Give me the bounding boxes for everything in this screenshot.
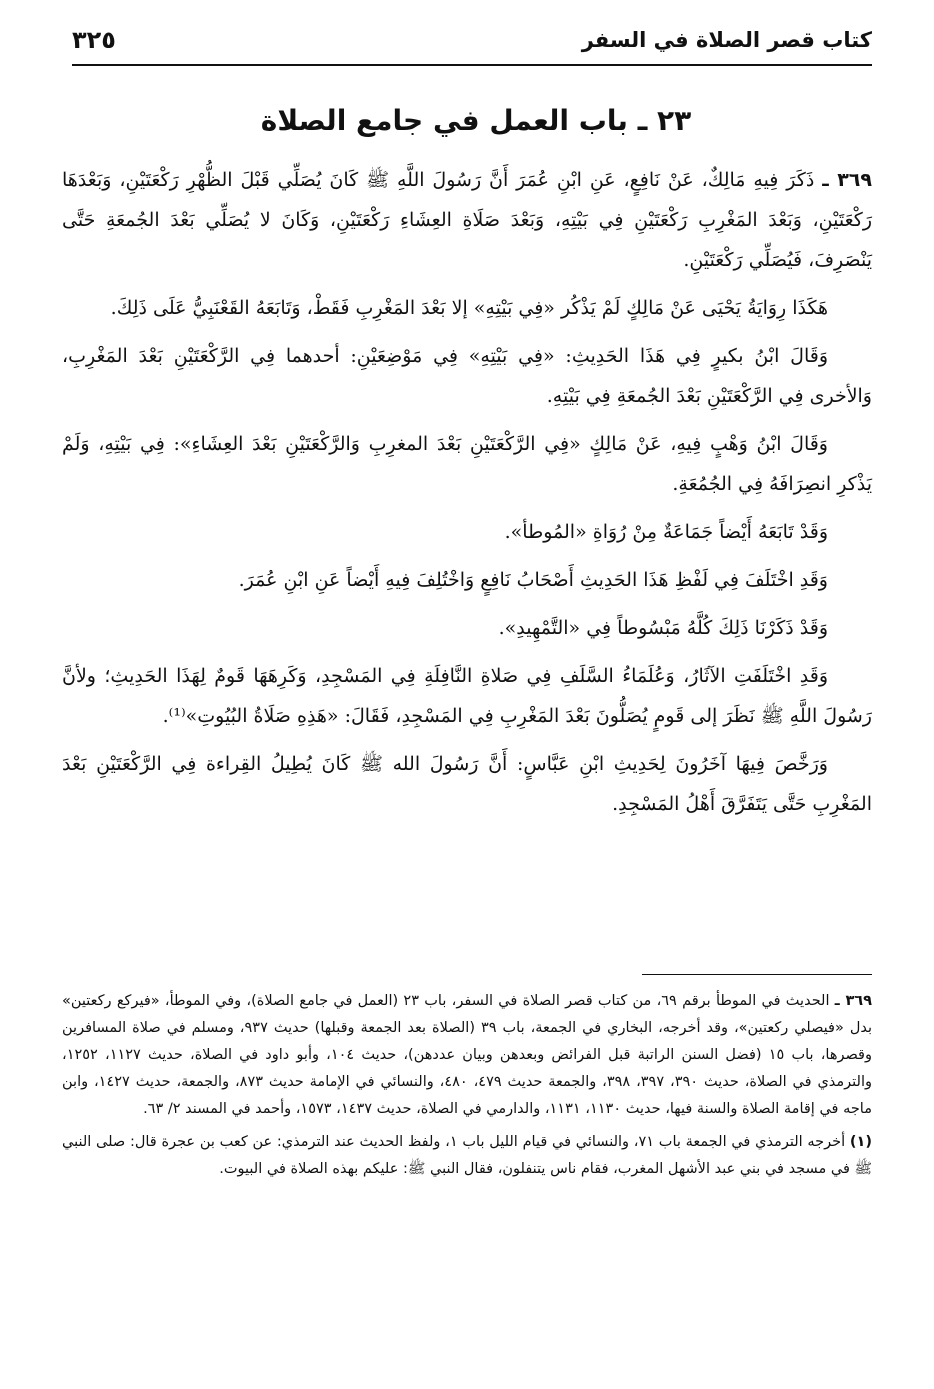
paragraph-text: ذَكَرَ فِيهِ مَالِكٌ، عَنْ نَافِعٍ، عَنِ ابْنِ عُمَرَ أَنَّ رَسُولَ اللَّهِ ﷺ كَانَ يُصَلِّي قَبْلَ الظُّهْرِ رَكْعَتَيْنِ، وَبَعْدَهَا رَكْعَتَيْنِ، وَبَعْدَ المَغْرِبِ رَكْعَتَيْنِ فِي بَيْتِهِ، وَبَعْدَ صَلَاةِ العِشَاءِ رَكْعَتَيْنِ، وَكَانَ لا يُصَلِّي بَعْدَ الجُمعَةِ حَتَّى يَنْصَرِفَ، فَيُصَلِّي رَكْعَتَيْنِ. (62, 169, 872, 271)
footnote (62, 988, 872, 1123)
commentary-paragraph: هَكَذَا رِوَايَةُ يَحْيَى عَنْ مَالِكٍ لَمْ يَذْكُر «فِي بَيْتِهِ» إلا بَعْدَ المَغْرِبِ فَقَطْ، وَتَابَعَهُ القَعْنَبِيُّ عَلَى ذَلِكَ. (110, 297, 828, 319)
footnote-label: (١) (849, 1134, 873, 1150)
hadith-paragraph (62, 160, 872, 280)
commentary-paragraph: وَقَدْ ذَكَرْنَا ذَلِكَ كُلَّهُ مَبْسُوطاً فِي «التَّمْهِيدِ». (498, 617, 828, 639)
footnote-text: الحديث في الموطأ برقم ٦٩، من كتاب قصر الصلاة في السفر، باب ٢٣ (العمل في جامع الصلاة)، وفي الموطأ، «فيركع ركعتين» بدل «فيصلي ركعتين»، وقد أخرجه، البخاري في الجمعة، باب ٣٩ (الصلاة بعد الجمعة وقبلها) حديث ٩٣٧، ومسلم في صلاة المسافرين وقصرها، باب ١٥ (فضل السنن الراتبة قبل الفرائض وبعدهن وبيان عددهن)، حديث ١٠٤، وأبو داود في الصلاة، حديث ١١٢٧، ١٢٥٢، والترمذي في الصلاة، حديث ٣٩٠، ٣٩٧، ٣٩٨، والجمعة حديث ٤٧٩، ٤٨٠، والنسائي في الإمامة حديث ٨٧٣، والجمعة، حديث ١٤٢٧، وابن ماجه في إقامة الصلاة والسنة فيها، حديث ١١٣٠، ١١٣١، والدارمي في الصلاة، حديث ١٤٣٧، ١٥٧٣، وأحمد في المسند ٢/ ٦٣. (62, 993, 872, 1117)
running-header (72, 26, 872, 66)
running-header-title: كتاب قصر الصلاة في السفر (581, 28, 872, 52)
chapter-title: ٢٣ ـ باب العمل في جامع الصلاة (260, 104, 692, 137)
commentary-paragraph: وَقَدِ اخْتَلَفَ فِي لَفْظِ هَذَا الحَدِيثِ أَصْحَابُ نَافِعٍ وَاخْتُلِفَ فِيهِ أَيْضاً عَنِ ابْنِ عُمَرَ. (238, 569, 828, 591)
footnote-separator (642, 974, 872, 975)
commentary-paragraph: وَقَدِ اخْتَلَفَتِ الآثَارُ، وَعُلَمَاءُ السَّلَفِ فِي صَلاةِ النَّافِلَةِ فِي المَسْجِدِ، وَكَرِهَهَا قَومٌ لِهَذَا الحَدِيثِ؛ ولأنَّ رَسُولَ اللَّهِ ﷺ نَظَرَ إلى قَومٍ يُصَلُّونَ بَعْدَ المَغْرِبِ فِي المَسْجِدِ، فَقَالَ: «هَذِهِ صَلَاةُ البُيُوتِ»⁽¹⁾. (62, 665, 872, 727)
page-number: ٣٢٥ (72, 26, 116, 54)
commentary-paragraph: وَقَالَ ابْنُ بكيرٍ فِي هَذَا الحَدِيثِ: «فِي بَيْتِهِ» فِي مَوْضِعَيْنِ: أحدهما فِي الرَّكْعَتَيْنِ بَعْدَ المَغْرِبِ، وَالأخرى فِي الرَّكْعَتَيْنِ بَعْدَ الجُمعَةِ فِي بَيْتِهِ. (62, 345, 872, 407)
footnote-label: ٣٦٩ ـ (834, 993, 872, 1009)
hadith-number: ٣٦٩ ـ (822, 169, 872, 191)
footnote-text: أخرجه الترمذي في الجمعة باب ٧١، والنسائي في قيام الليل باب ١، ولفظ الحديث عند الترمذي: عن كعب بن عجرة قال: صلى النبي ﷺ في مسجد في بني عبد الأشهل المغرب، فقام ناس يتنفلون، فقال النبي ﷺ: عليكم بهذه الصلاة في البيوت. (62, 1134, 872, 1177)
commentary-paragraph: وَرَخَّصَ فِيهَا آخَرُونَ لِحَدِيثِ ابْنِ عَبَّاسٍ: أَنَّ رَسُولَ الله ﷺ كَانَ يُطِيلُ القِراءة فِي الرَّكْعَتَيْنِ بَعْدَ المَغْرِبِ حَتَّى يَتَفَرَّقَ أَهْلُ المَسْجِدِ. (62, 753, 872, 815)
main-text (62, 160, 872, 832)
footnotes (62, 988, 872, 1189)
footnote (62, 1129, 872, 1183)
commentary-paragraph: وَقَدْ تَابَعَهُ أَيْضاً جَمَاعَةٌ مِنْ رُوَاةِ «المُوطأ». (504, 521, 828, 543)
header-rule (72, 64, 872, 66)
commentary-paragraph: وَقَالَ ابْنُ وَهْبٍ فِيهِ، عَنْ مَالِكٍ «فِي الرَّكْعَتَيْنِ بَعْدَ المغرِبِ وَالرَّكْعَتَيْنِ بَعْدَ العِشَاءِ»: فِي بَيْتِهِ، وَلَمْ يَذْكرِ انصِرَافَهُ فِي الجُمُعَةِ. (62, 433, 872, 495)
